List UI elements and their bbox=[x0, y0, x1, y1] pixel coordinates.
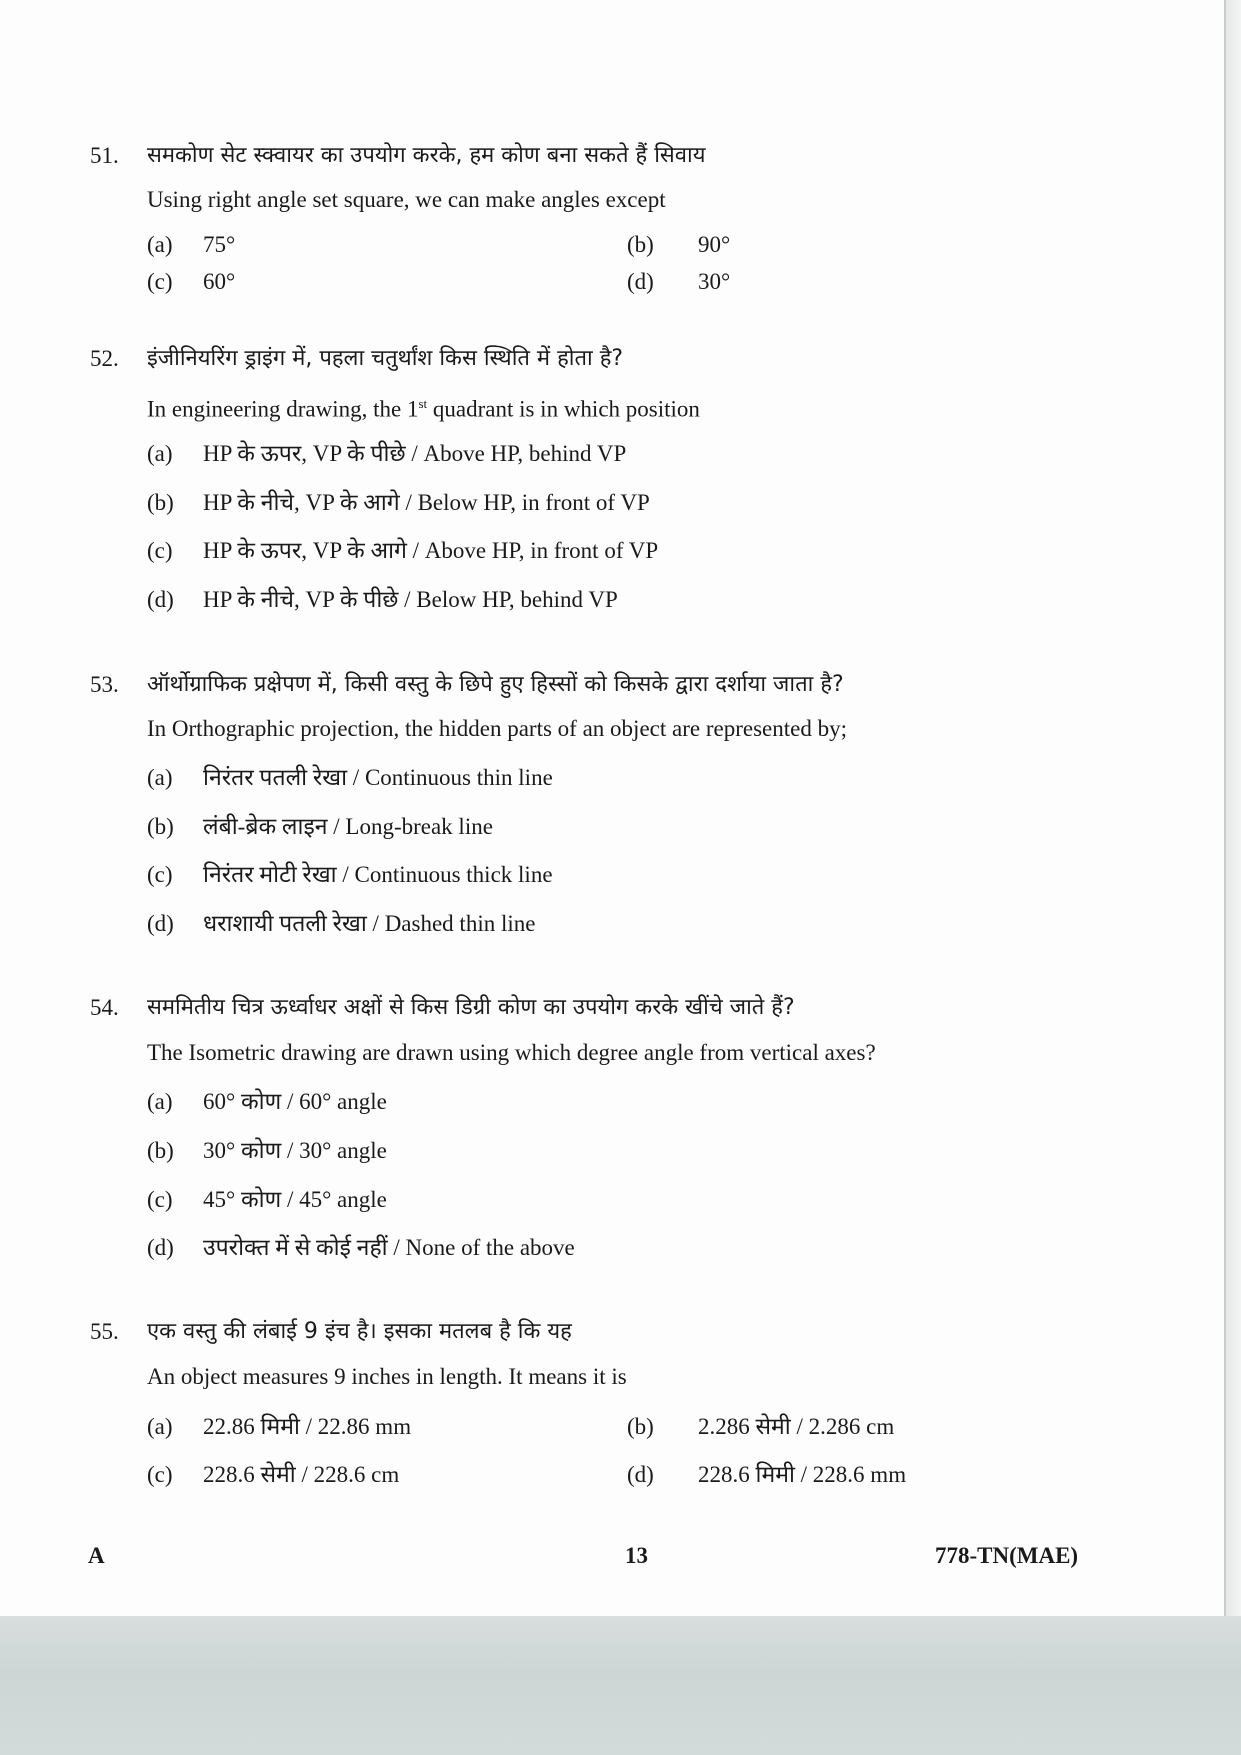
option-text: 2.286 सेमी / 2.286 cm bbox=[698, 1414, 895, 1439]
option-label: (c) bbox=[147, 269, 173, 294]
question-number: 52. bbox=[90, 346, 119, 371]
english-part: In engineering drawing, the 1 bbox=[147, 396, 419, 422]
scan-background bbox=[0, 1616, 1241, 1755]
question-text-english bbox=[147, 390, 700, 424]
question-number: 51. bbox=[90, 143, 119, 168]
option-label: (b) bbox=[147, 1138, 174, 1163]
option-text: 45° कोण / 45° angle bbox=[203, 1187, 387, 1212]
question-text-hindi: इंजीनियरिंग ड्राइंग में, पहला चतुर्थांश किस स्थिति में होता है? bbox=[147, 346, 624, 371]
option-label: (b) bbox=[627, 232, 654, 257]
option-text: 60° कोण / 60° angle bbox=[203, 1089, 387, 1114]
option-label: (d) bbox=[147, 911, 174, 936]
option-text: धराशायी पतली रेखा / Dashed thin line bbox=[203, 911, 536, 936]
option-label: (d) bbox=[147, 1235, 174, 1260]
booklet-set: A bbox=[88, 1543, 105, 1568]
question-text-hindi: समकोण सेट स्क्वायर का उपयोग करके, हम कोण बना सकते हैं सिवाय bbox=[147, 143, 706, 168]
question-text-hindi: सममितीय चित्र ऊर्ध्वाधर अक्षों से किस डिग्री कोण का उपयोग करके खींचे जाते हैं? bbox=[147, 995, 795, 1020]
english-part: quadrant is in which position bbox=[427, 396, 700, 422]
option-text: HP के ऊपर, VP के पीछे / Above HP, behind VP bbox=[203, 441, 627, 466]
option-label: (a) bbox=[147, 1414, 173, 1439]
option-label: (b) bbox=[147, 814, 174, 839]
option-text: 228.6 सेमी / 228.6 cm bbox=[203, 1462, 400, 1487]
superscript: st bbox=[418, 396, 428, 411]
option-label: (c) bbox=[147, 862, 173, 887]
question-number: 53. bbox=[90, 672, 119, 697]
option-label: (b) bbox=[147, 490, 174, 515]
option-text: 75° bbox=[203, 232, 236, 257]
page-number: 13 bbox=[625, 1543, 648, 1568]
option-text: 30° bbox=[698, 269, 731, 294]
option-text: निरंतर पतली रेखा / Continuous thin line bbox=[203, 765, 553, 790]
option-text: 90° bbox=[698, 232, 731, 257]
option-text: निरंतर मोटी रेखा / Continuous thick line bbox=[203, 862, 553, 887]
option-label: (a) bbox=[147, 441, 173, 466]
page-edge bbox=[1226, 0, 1241, 1616]
option-text: लंबी-ब्रेक लाइन / Long-break line bbox=[203, 814, 493, 839]
option-text: 22.86 मिमी / 22.86 mm bbox=[203, 1414, 412, 1439]
question-number: 54. bbox=[90, 995, 119, 1020]
paper-code: 778-TN(MAE) bbox=[935, 1543, 1079, 1568]
option-label: (d) bbox=[627, 269, 654, 294]
question-text-english: In Orthographic projection, the hidden parts of an object are represented by; bbox=[147, 716, 847, 741]
option-label: (c) bbox=[147, 538, 173, 563]
option-label: (d) bbox=[147, 587, 174, 612]
option-text: 60° bbox=[203, 269, 236, 294]
option-label: (b) bbox=[627, 1414, 654, 1439]
option-label: (d) bbox=[627, 1462, 654, 1487]
question-text-hindi: एक वस्तु की लंबाई 9 इंच है। इसका मतलब है कि यह bbox=[147, 1319, 572, 1344]
option-label: (c) bbox=[147, 1187, 173, 1212]
option-text: उपरोक्त में से कोई नहीं / None of the above bbox=[203, 1235, 575, 1260]
option-text: 228.6 मिमी / 228.6 mm bbox=[698, 1462, 907, 1487]
option-text: 30° कोण / 30° angle bbox=[203, 1138, 387, 1163]
option-text: HP के ऊपर, VP के आगे / Above HP, in front of VP bbox=[203, 538, 659, 563]
option-label: (a) bbox=[147, 1089, 173, 1114]
question-text-english: The Isometric drawing are drawn using which degree angle from vertical axes? bbox=[147, 1040, 876, 1065]
option-text: HP के नीचे, VP के पीछे / Below HP, behind VP bbox=[203, 587, 618, 612]
question-text-english: Using right angle set square, we can make angles except bbox=[147, 187, 666, 212]
option-text: HP के नीचे, VP के आगे / Below HP, in front of VP bbox=[203, 490, 650, 515]
question-text-hindi: ऑर्थोग्राफिक प्रक्षेपण में, किसी वस्तु के छिपे हुए हिस्सों को किसके द्वारा दर्शाया जाता है? bbox=[147, 672, 844, 697]
option-label: (a) bbox=[147, 232, 173, 257]
question-number: 55. bbox=[90, 1319, 119, 1344]
option-label: (c) bbox=[147, 1462, 173, 1487]
question-text-english: An object measures 9 inches in length. It means it is bbox=[147, 1364, 627, 1389]
option-label: (a) bbox=[147, 765, 173, 790]
